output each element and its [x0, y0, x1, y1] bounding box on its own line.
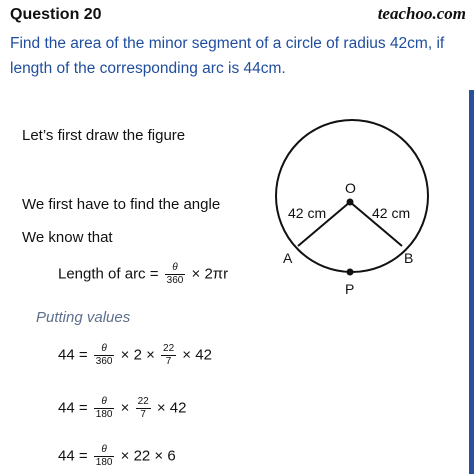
eq3-rhs: × 22 × 6 — [116, 447, 176, 465]
eq1-num2: 22 — [163, 343, 175, 354]
right-radius-label: 42 cm — [372, 205, 411, 221]
eq2-mid: × — [116, 399, 134, 417]
eq2-den2: 7 — [140, 409, 146, 420]
putting-values-label: Putting values — [36, 309, 131, 326]
eq2-den1: 180 — [95, 409, 113, 420]
eq3-den1: 180 — [95, 457, 113, 468]
left-radius-label: 42 cm — [288, 205, 327, 221]
center-label: O — [345, 180, 356, 196]
eq2-rhs: × 42 — [152, 399, 187, 417]
question-text: Find the area of the minor segment of a circle of radius 42cm, if length of the corresponding arc is 44cm. — [10, 35, 445, 77]
point-p-label: P — [345, 281, 355, 297]
eq1-rhs: × 42 — [178, 346, 212, 364]
point-p-dot — [347, 269, 354, 276]
eq1-mid: × 2 × — [116, 346, 160, 364]
know-line: We know that — [22, 229, 113, 246]
question-number: Question 20 — [10, 6, 102, 23]
formula-rhs: × 2πr — [187, 265, 229, 283]
eq1-lhs: 44 = — [58, 346, 92, 364]
point-a-label: A — [283, 250, 293, 266]
eq2-num2: 22 — [137, 396, 149, 407]
eq3-theta: θ — [94, 444, 115, 457]
eq2-theta: θ — [94, 396, 115, 409]
point-b-label: B — [404, 250, 414, 266]
eq3-lhs: 44 = — [58, 447, 92, 465]
intro-line: Let’s first draw the figure — [22, 127, 186, 144]
formula-lhs: Length of arc = — [58, 265, 163, 283]
eq2-lhs: 44 = — [58, 399, 92, 417]
eq1-den1: 360 — [95, 356, 113, 367]
eq1-theta: θ — [94, 343, 115, 356]
angle-line: We first have to find the angle — [22, 196, 221, 213]
eq1-den2: 7 — [165, 356, 172, 367]
brand-logo: teachoo.com — [377, 4, 466, 23]
center-point — [347, 199, 354, 206]
formula-denominator: 360 — [166, 275, 184, 286]
formula-theta: θ — [165, 262, 186, 275]
